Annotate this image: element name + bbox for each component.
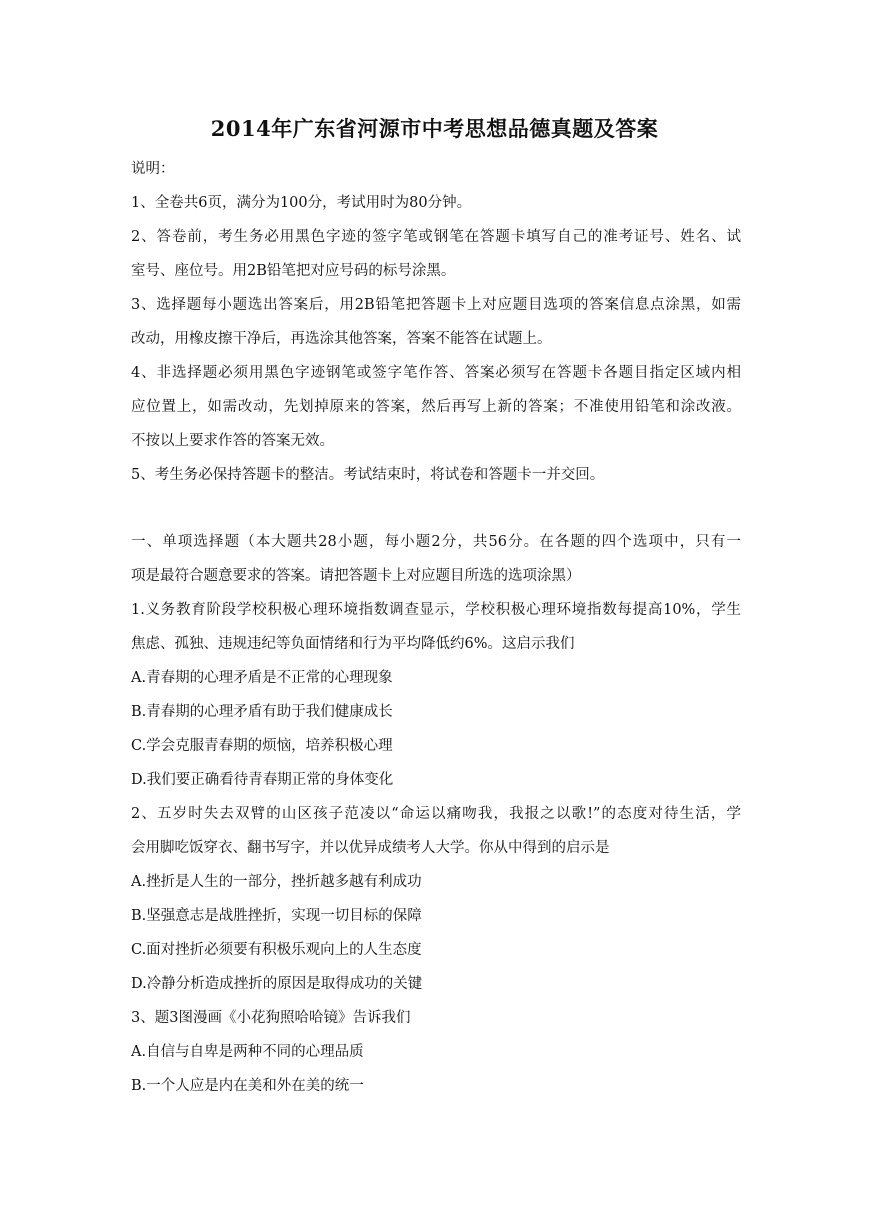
- document-body: [131, 152, 741, 1103]
- instruction-item-3-line-1: 3、选择题每小题选出答案后，用2B铅笔把答题卡上对应题目选项的答案信息点涂黑，如需: [131, 297, 741, 313]
- question-3-stem: 3、题3图漫画《小花狗照哈哈镜》告诉我们: [131, 1010, 411, 1026]
- instruction-item-4-line-3: 不按以上要求作答的答案无效。: [131, 433, 334, 449]
- section-1-heading-line-2: 项是最符合题意要求的答案。请把答题卡上对应题目所选的选项涂黑）: [131, 568, 581, 584]
- instruction-item-2-line-2: 室号、座位号。用2B铅笔把对应号码的标号涂黑。: [131, 263, 456, 279]
- question-1-option-d: D.我们要正确看待青春期正常的身体变化: [131, 772, 394, 788]
- instructions-heading: 说明：: [131, 161, 175, 177]
- question-1-stem-line-2: 焦虑、孤独、违规违纪等负面情绪和行为平均降低约6%。这启示我们: [131, 636, 575, 652]
- instruction-item-4-line-1: 4、非选择题必须用黑色字迹钢笔或签字笔作答、答案必须写在答题卡各题目指定区域内相: [131, 365, 741, 381]
- instruction-item-5: 5、考生务必保持答题卡的整洁。考试结束时，将试卷和答题卡一并交回。: [131, 467, 605, 483]
- question-2-option-d: D.冷静分析造成挫折的原因是取得成功的关键: [131, 976, 423, 992]
- instruction-item-4-line-2: 应位置上，如需改动，先划掉原来的答案，然后再写上新的答案；不准使用铅笔和涂改液。: [131, 399, 741, 415]
- question-1-option-c: C.学会克服青春期的烦恼，培养积极心理: [131, 738, 393, 754]
- instruction-item-3-line-2: 改动，用橡皮擦干净后，再选涂其他答案，答案不能答在试题上。: [131, 331, 552, 347]
- instruction-item-1: 1、全卷共6页，满分为100分，考试用时为80分钟。: [131, 195, 472, 211]
- question-1-option-b: B.青春期的心理矛盾有助于我们健康成长: [131, 704, 393, 720]
- question-2-stem-line-2: 会用脚吃饭穿衣、翻书写字，并以优异成绩考人大学。你从中得到的启示是: [131, 840, 610, 856]
- question-2-option-a: A.挫折是人生的一部分，挫折越多越有利成功: [131, 874, 422, 890]
- question-1-stem-line-1: 1.义务教育阶段学校积极心理环境指数调查显示，学校积极心理环境指数每提高10%，学生: [131, 602, 741, 618]
- question-3-option-a: A.自信与自卑是两种不同的心理品质: [131, 1044, 364, 1060]
- question-2-option-b: B.坚强意志是战胜挫折，实现一切目标的保障: [131, 908, 422, 924]
- section-1-heading-line-1: 一、单项选择题（本大题共28小题，每小题2分，共56分。在各题的四个选项中，只有一: [131, 534, 741, 550]
- question-2-stem-line-1: 2、五岁时失去双臂的山区孩子范凌以“命运以痛吻我，我报之以歌!”的态度对待生活，学: [131, 806, 741, 822]
- question-3-option-b: B.一个人应是内在美和外在美的统一: [131, 1078, 364, 1094]
- question-2-option-c: C.面对挫折必须要有积极乐观向上的人生态度: [131, 942, 422, 958]
- question-1-option-a: A.青春期的心理矛盾是不正常的心理现象: [131, 670, 393, 686]
- section-spacer: [131, 492, 741, 525]
- instruction-item-2-line-1: 2、答卷前，考生务必用黑色字迹的签字笔或钢笔在答题卡填写自己的准考证号、姓名、试: [131, 229, 741, 245]
- document-title: 2014年广东省河源市中考思想品德真题及答案: [210, 116, 659, 141]
